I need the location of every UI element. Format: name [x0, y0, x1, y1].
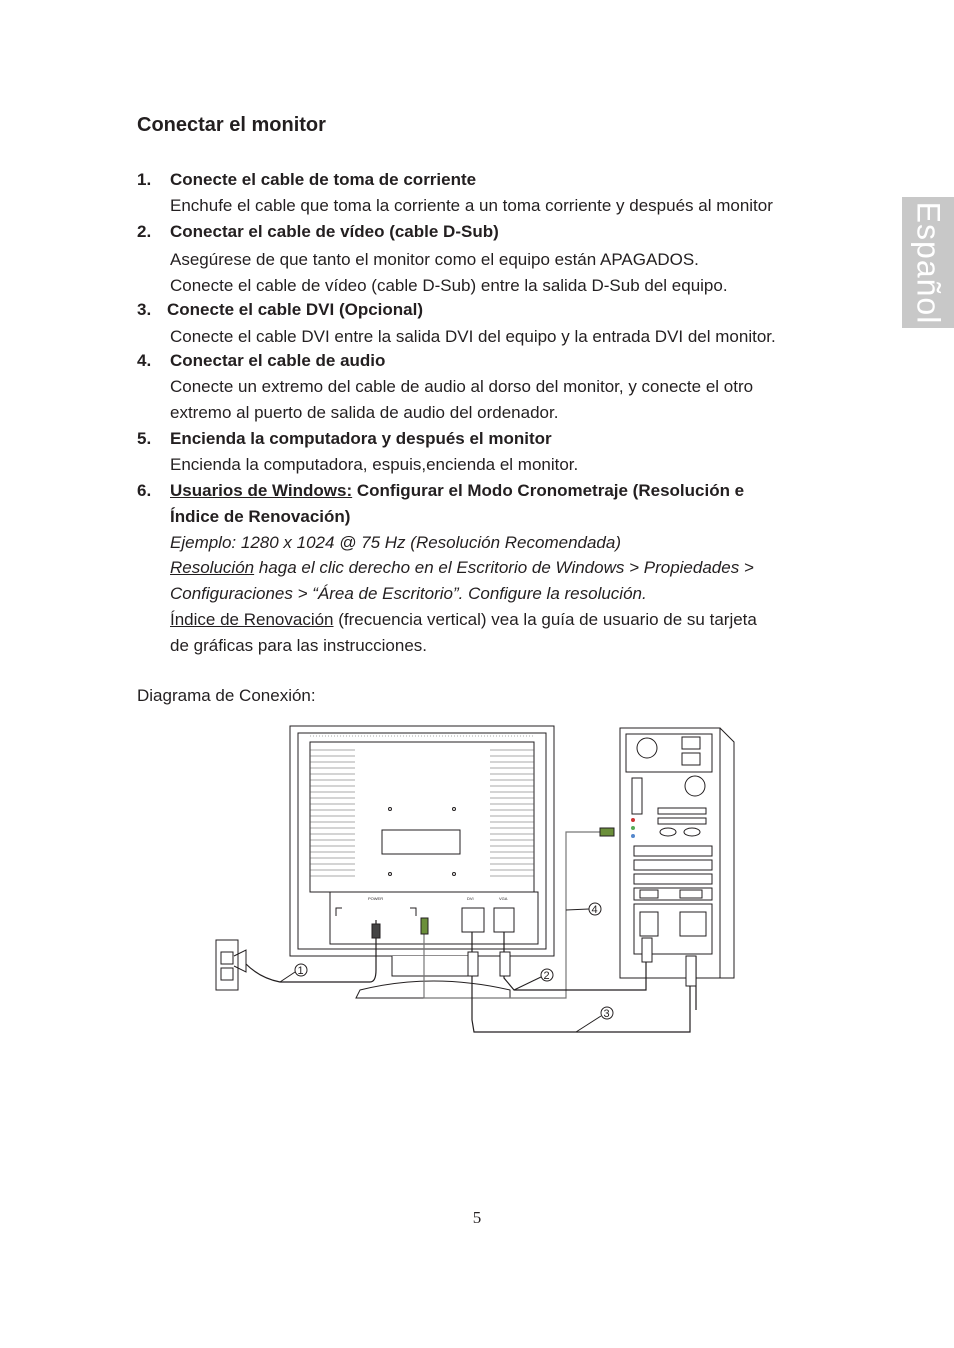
- step-2-number: 2.: [137, 222, 152, 241]
- audio-plug-pc: [600, 828, 614, 836]
- monitor-stand: [356, 956, 510, 998]
- resolution-link[interactable]: Resolución: [170, 558, 255, 577]
- step-3-number: 3.: [137, 300, 152, 319]
- step-6-resolution: [170, 557, 754, 579]
- step-4-number: 4.: [137, 351, 152, 370]
- page-number: 5: [472, 1208, 482, 1227]
- step-3-text: Conecte el cable DVI entre la salida DVI del equipo y la entrada DVI del monitor.: [170, 327, 776, 346]
- step-6-resolution-line2: Configuraciones > “Área de Escritorio”. Configure la resolución.: [170, 584, 647, 603]
- step-6-number: 6.: [137, 481, 152, 500]
- step-4-heading: Conectar el cable de audio: [170, 351, 386, 370]
- step-4-text-2: extremo al puerto de salida de audio del ordenador.: [170, 403, 559, 422]
- step-5-text: Encienda la computadora, espuis,encienda el monitor.: [170, 455, 579, 474]
- step-1-number: 1.: [137, 170, 152, 189]
- step-6-heading-line2: Índice de Renovación): [170, 507, 351, 526]
- step-5-number: 5.: [137, 429, 152, 448]
- language-tab: [902, 197, 954, 328]
- step-1-heading: Conecte el cable de toma de corriente: [170, 170, 477, 189]
- step-6-refresh: [170, 609, 757, 631]
- step-4-text-1: Conecte un extremo del cable de audio al dorso del monitor, y conecte el otro: [170, 377, 754, 396]
- port-label-vga: VGA: [499, 896, 508, 901]
- callout-4: 4: [591, 904, 598, 916]
- callout-2: 2: [543, 970, 550, 982]
- audio-plug-monitor: [421, 918, 428, 934]
- windows-users-link[interactable]: Usuarios de Windows:: [170, 481, 353, 500]
- step-5-heading: Encienda la computadora y después el monitor: [170, 429, 552, 448]
- refresh-rate-link[interactable]: Índice de Renovación: [170, 610, 334, 629]
- diagram-label: Diagrama de Conexión:: [137, 686, 316, 705]
- step-6-heading: [170, 480, 744, 502]
- callout-1: 1: [297, 965, 304, 977]
- page-title: Conectar el monitor: [137, 114, 326, 136]
- connection-diagram: [210, 720, 750, 1040]
- port-label-dvi: DVI: [467, 896, 474, 901]
- step-3-heading: Conecte el cable DVI (Opcional): [167, 300, 424, 319]
- resolution-text: haga el clic derecho en el Escritorio de Windows > Propiedades >: [254, 558, 754, 577]
- step-6-refresh-line2: de gráficas para las instrucciones.: [170, 636, 428, 655]
- step-6-heading-rest: Configurar el Modo Cronometraje (Resolución e: [352, 481, 745, 500]
- port-label-power: POWER: [368, 896, 384, 901]
- refresh-rate-text: (frecuencia vertical) vea la guía de usuario de su tarjeta: [333, 610, 757, 629]
- step-2-heading: Conectar el cable de vídeo (cable D-Sub): [170, 222, 499, 241]
- step-2-text-2: Conecte el cable de vídeo (cable D-Sub) entre la salida D-Sub del equipo.: [170, 276, 728, 295]
- pc-tower: [620, 728, 720, 978]
- step-6-example: Ejemplo: 1280 x 1024 @ 75 Hz (Resolución Recomendada): [170, 533, 622, 552]
- language-tab-label: Español: [910, 201, 947, 324]
- step-1-text: Enchufe el cable que toma la corriente a un toma corriente y después al monitor: [170, 196, 773, 215]
- step-2-text-1: Asegúrese de que tanto el monitor como el equipo están APAGADOS.: [170, 250, 699, 269]
- callout-3: 3: [603, 1008, 610, 1020]
- wall-outlet: [216, 940, 238, 990]
